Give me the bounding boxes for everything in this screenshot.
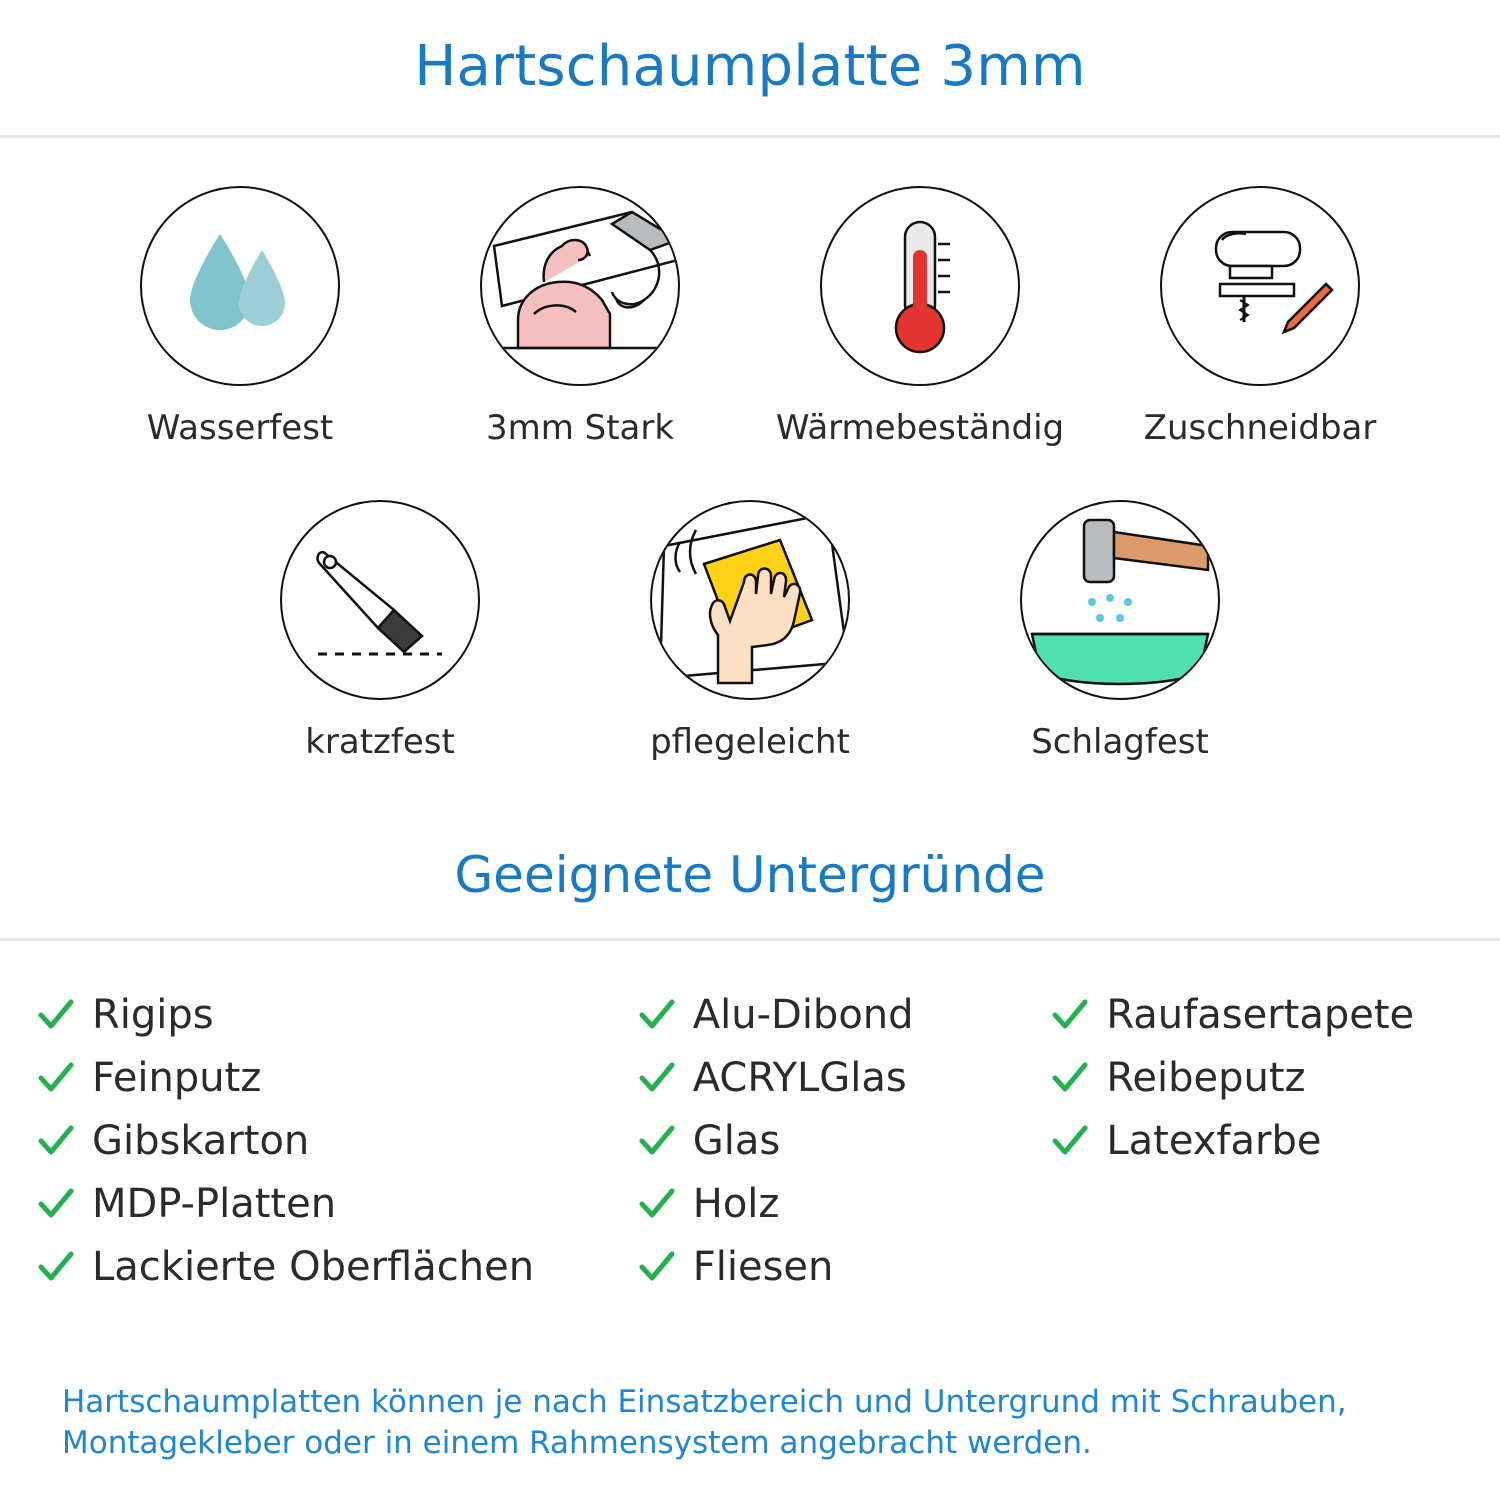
list-item-label: Latexfarbe: [1106, 1117, 1322, 1164]
check-icon: [637, 1058, 677, 1098]
substrates-title: Geeignete Untergründe: [454, 846, 1046, 904]
feature-label: 3mm Stark: [485, 408, 675, 448]
feature-3mm-stark: [410, 186, 750, 448]
list-item: [637, 1046, 1051, 1109]
feature-row-1: [0, 186, 1500, 448]
list-item: [36, 1109, 637, 1172]
feature-wasserfest: [70, 186, 410, 448]
check-icon: [1050, 1121, 1090, 1161]
list-item-label: Raufasertapete: [1106, 991, 1415, 1038]
list-item: [36, 983, 637, 1046]
list-item-label: Feinputz: [92, 1054, 262, 1101]
list-item-label: Gibskarton: [92, 1117, 310, 1164]
list-item: [1050, 1046, 1464, 1109]
check-icon: [637, 1247, 677, 1287]
check-icon: [36, 1121, 76, 1161]
check-icon: [1050, 1058, 1090, 1098]
feature-label: kratzfest: [305, 722, 455, 762]
feature-label: Wärmebeständig: [775, 408, 1065, 448]
footer-note: Hartschaumplatten können je nach Einsatzbereich und Untergrund mit Schrauben, Montagekleber oder in einem Rahmensystem angebracht werden.: [62, 1384, 1347, 1462]
list-item-label: Reibeputz: [1106, 1054, 1306, 1101]
feature-kratzfest: [195, 500, 565, 762]
feature-label: Wasserfest: [146, 408, 334, 448]
substrates-column-1: [36, 983, 637, 1298]
list-item: [36, 1235, 637, 1298]
list-item: [637, 1109, 1051, 1172]
header: [0, 0, 1500, 99]
check-icon: [637, 1121, 677, 1161]
list-item: [637, 1172, 1051, 1235]
feature-label: Schlagfest: [1031, 722, 1209, 762]
list-item-label: Holz: [692, 1180, 780, 1227]
check-icon: [36, 1058, 76, 1098]
water-drops-icon: [140, 186, 340, 386]
list-item: [1050, 1109, 1464, 1172]
list-item-label: MDP-Platten: [92, 1180, 337, 1227]
check-icon: [637, 995, 677, 1035]
list-item: [36, 1172, 637, 1235]
check-icon: [36, 1184, 76, 1224]
feature-pflegeleicht: [565, 500, 935, 762]
check-icon: [637, 1184, 677, 1224]
hammer-impact-icon: [1020, 500, 1220, 700]
feature-zuschneidbar: [1090, 186, 1430, 448]
feature-grid: [0, 138, 1500, 762]
list-item-label: ACRYLGlas: [692, 1054, 907, 1101]
substrates-column-3: [1050, 983, 1464, 1298]
list-item-label: Glas: [692, 1117, 781, 1164]
cleaning-cloth-hand-icon: [650, 500, 850, 700]
substrates-list: [0, 941, 1500, 1298]
list-item-label: Rigips: [92, 991, 214, 1038]
list-item: [637, 983, 1051, 1046]
list-item-label: Alu-Dibond: [692, 991, 914, 1038]
feature-schlagfest: [935, 500, 1305, 762]
feature-label: pflegeleicht: [650, 722, 850, 762]
thermometer-icon: [820, 186, 1020, 386]
check-icon: [1050, 995, 1090, 1035]
check-icon: [36, 995, 76, 1035]
strong-arm-icon: [480, 186, 680, 386]
feature-waermebestaendig: [750, 186, 1090, 448]
list-item-label: Fliesen: [692, 1243, 834, 1290]
feature-row-2: [0, 500, 1500, 762]
list-item-label: Lackierte Oberflächen: [92, 1243, 535, 1290]
jigsaw-cutter-icon: [1160, 186, 1360, 386]
list-item: [637, 1235, 1051, 1298]
list-item: [36, 1046, 637, 1109]
feature-label: Zuschneidbar: [1143, 408, 1377, 448]
substrates-column-2: [637, 983, 1051, 1298]
check-icon: [36, 1247, 76, 1287]
substrates-header: [0, 846, 1500, 904]
page-title: Hartschaumplatte 3mm: [414, 34, 1086, 99]
list-item: [1050, 983, 1464, 1046]
knife-scratch-icon: [280, 500, 480, 700]
